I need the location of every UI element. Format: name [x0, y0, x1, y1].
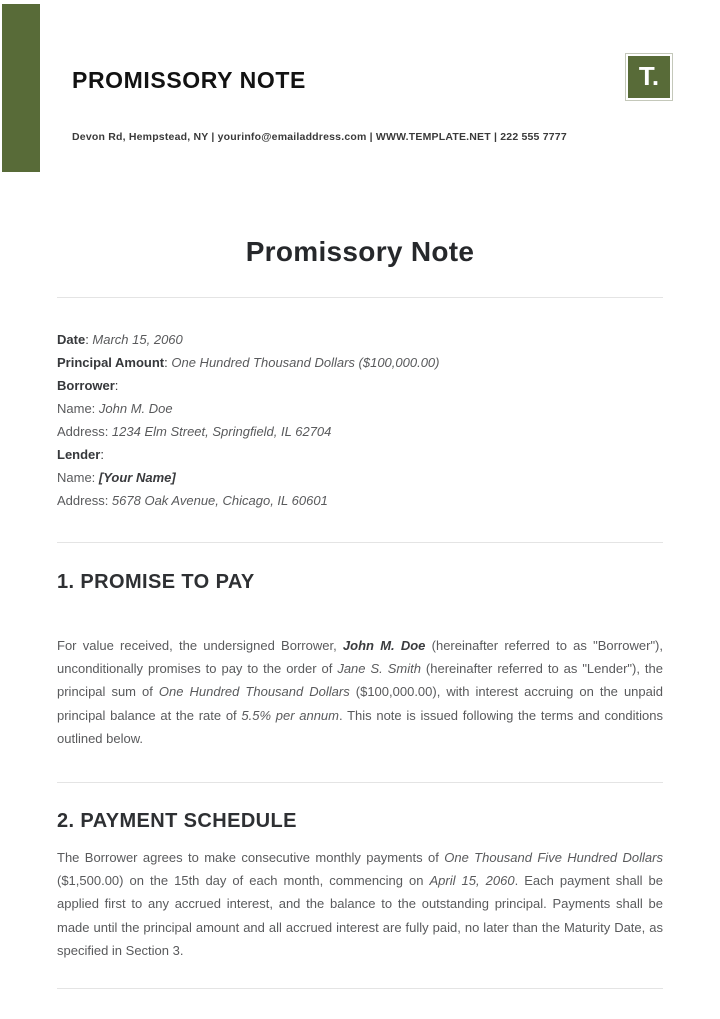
payment-schedule-paragraph — [57, 846, 663, 962]
divider-section-2 — [57, 782, 663, 783]
text-run: Date — [57, 332, 86, 347]
text-run: 1234 Elm Street, Springfield, IL 62704 — [111, 424, 332, 439]
text-run: John M. Doe — [342, 638, 426, 653]
text-run: The Borrower agrees to make consecutive monthly payments of — [57, 850, 445, 865]
letterhead-title: PROMISSORY NOTE — [72, 67, 306, 93]
accent-bar — [2, 4, 40, 172]
promise-to-pay-paragraph — [57, 634, 663, 750]
text-run: : — [85, 332, 93, 347]
divider-section-1 — [57, 542, 663, 543]
divider-bottom — [57, 988, 663, 989]
detail-line — [57, 374, 663, 397]
text-run: (hereinafter referred to as "Borrower"), unconditionally promises to pay to the order of — [57, 638, 663, 677]
text-run: ($1,500.00) on the 15th day of each month, commencing on — [57, 873, 430, 889]
document-title: Promissory Note — [245, 236, 475, 267]
detail-line — [57, 466, 663, 489]
detail-line — [57, 351, 663, 374]
text-run: Borrower — [57, 378, 115, 393]
text-run: One Thousand Five Hundred Dollars — [444, 850, 663, 865]
text-run: Name: — [57, 401, 99, 416]
detail-line — [57, 420, 663, 443]
text-run: (hereinafter referred to as "Lender"), the principal sum of — [57, 661, 663, 700]
section-heading-payment-schedule: 2. PAYMENT SCHEDULE — [57, 810, 297, 832]
detail-line — [57, 489, 663, 512]
text-run: Name: — [57, 470, 99, 485]
text-run: Principal Amount — [57, 355, 165, 370]
detail-line — [57, 397, 663, 420]
text-run: One Hundred Thousand Dollars — [158, 684, 350, 700]
template-logo-letter-icon: T. — [628, 56, 670, 98]
text-run: 5678 Oak Avenue, Chicago, IL 60601 — [111, 493, 328, 508]
text-run: 5.5% per annum — [241, 707, 339, 723]
text-run: : — [100, 447, 104, 462]
text-run: . Each payment shall be applied first to any accrued interest, and the balance to the outstanding principal. Payments shall be made until the principal amount and all accrued interest are fully paid, no later than the Maturity Date, as specified in Section 3. — [57, 873, 663, 958]
letterhead-contact-line: Devon Rd, Hempstead, NY | yourinfo@emailaddress.com | WWW.TEMPLATE.NET | 222 555 7777 — [72, 131, 567, 143]
detail-line — [57, 443, 663, 466]
text-run: March 15, 2060 — [92, 332, 183, 347]
text-run: John M. Doe — [98, 401, 173, 416]
text-run: ($100,000.00), with interest accruing on the unpaid principal balance at the rate of — [57, 684, 663, 723]
template-logo — [625, 53, 673, 101]
text-run: : — [164, 355, 172, 370]
text-run: For value received, the undersigned Borrower, — [57, 638, 343, 653]
text-run: One Hundred Thousand Dollars ($100,000.00) — [171, 355, 440, 370]
text-run: April 15, 2060 — [429, 873, 515, 889]
text-run: [Your Name] — [98, 470, 176, 485]
text-run: Address: — [57, 493, 112, 508]
text-run: Lender — [57, 447, 101, 462]
text-run: : — [114, 378, 119, 393]
text-run: Address: — [57, 424, 112, 439]
text-run: Jane S. Smith — [337, 661, 421, 677]
divider-top — [57, 297, 663, 298]
section-heading-promise-to-pay: 1. PROMISE TO PAY — [57, 571, 255, 593]
detail-line — [57, 328, 663, 351]
note-details-block — [57, 328, 663, 512]
text-run: . This note is issued following the terms and conditions outlined below. — [57, 707, 663, 746]
